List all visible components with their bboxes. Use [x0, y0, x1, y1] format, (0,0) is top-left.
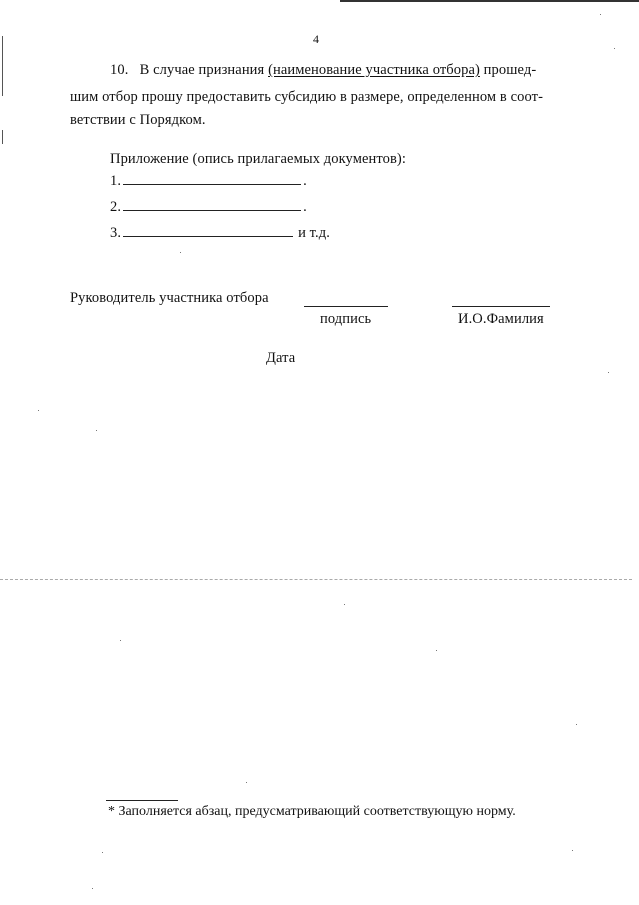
- paragraph-tail: прошед-: [483, 62, 537, 78]
- page-number: 4: [313, 32, 319, 46]
- attachment-item-end: и т.д.: [298, 225, 330, 241]
- scan-left-mark: [2, 130, 3, 144]
- scan-speck: [120, 640, 121, 641]
- attachment-item-end: .: [303, 199, 307, 215]
- scan-speck: [344, 604, 345, 605]
- signature-line: [304, 306, 388, 307]
- footnote: * Заполняется абзац, предусматривающий соответствующую норму.: [108, 804, 516, 819]
- scan-speck: [572, 850, 573, 851]
- scan-speck: [96, 430, 97, 431]
- scan-speck: [246, 782, 247, 783]
- paragraph-line-3: ветствии с Порядком.: [70, 112, 206, 128]
- signature-caption: подпись: [320, 311, 372, 327]
- participant-name-placeholder: (наименование участника отбора): [268, 62, 480, 78]
- attachment-item-number: 1.: [110, 173, 122, 189]
- name-caption: И.О.Фамилия: [458, 311, 544, 327]
- date-label: Дата: [266, 350, 296, 366]
- paragraph-line-2: шим отбор прошу предоставить субсидию в размере, определенном в соот-: [70, 89, 543, 105]
- paragraph-line-1: [110, 62, 536, 79]
- attachment-item: [110, 173, 307, 190]
- paragraph-number: 10.: [110, 62, 129, 78]
- attachment-item-number: 2.: [110, 199, 122, 215]
- scan-top-rule: [340, 0, 639, 2]
- scan-speck: [608, 372, 609, 373]
- attachment-item-blank: [123, 235, 293, 237]
- attachment-item: [110, 225, 330, 242]
- scan-speck: [180, 252, 181, 253]
- attachment-item-end: .: [303, 173, 307, 189]
- attachment-heading: Приложение (опись прилагаемых документов):: [110, 151, 406, 167]
- attachment-item-blank: [123, 209, 301, 211]
- scan-speck: [38, 410, 39, 411]
- scan-speck: [436, 650, 437, 651]
- paragraph-lead: В случае признания: [139, 62, 265, 78]
- scan-speck: [600, 14, 601, 15]
- scan-speck: [576, 724, 577, 725]
- scan-speck: [92, 888, 93, 889]
- attachment-item-blank: [123, 183, 301, 185]
- name-line: [452, 306, 550, 307]
- signature-label: Руководитель участника отбора: [70, 290, 269, 306]
- attachment-item-number: 3.: [110, 225, 122, 241]
- scan-dashed-line: [0, 579, 632, 580]
- scan-speck: [614, 48, 615, 49]
- attachment-item: [110, 199, 307, 216]
- footnote-rule: [106, 800, 178, 801]
- scan-speck: [102, 852, 103, 853]
